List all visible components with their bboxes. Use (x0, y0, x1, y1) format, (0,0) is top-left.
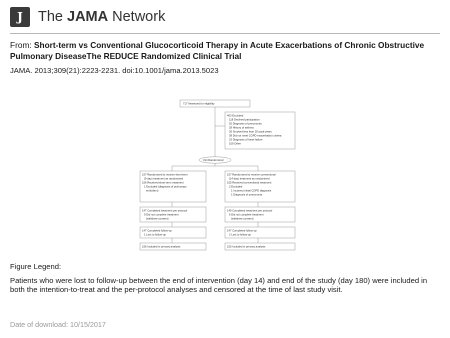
left-analysis-text: 156 Included in primary analysis (142, 245, 181, 249)
logo-prefix: The (38, 9, 68, 25)
connector-right-arm (215, 166, 258, 171)
allocation-line: (5-day) treatment as randomized (144, 177, 183, 181)
article-citation: JAMA. 2013;309(21):2223-2231. doi:10.1001/jama.2013.5023 (10, 66, 219, 75)
excluded-line: 118 Declined participation (229, 118, 260, 122)
allocation-line: (14-day) treatment as randomized (229, 177, 270, 181)
allocation-line: 1 Incorrect initial COPD diagnosis (231, 189, 272, 193)
right-analysis-text: 155 Included in primary analysis (227, 245, 266, 249)
excluded-line: 28 History of asthma (229, 126, 254, 130)
from-label: From: (10, 40, 34, 50)
logo-glyph: J (17, 10, 23, 24)
protocol-line: 147 Completed treatment per protocol (142, 209, 188, 213)
allocation-line: 1 Excluded (diagnosis of pulmonary (144, 185, 187, 189)
follow-up-line: 1 Lost to follow-up (144, 233, 166, 237)
excluded-line: 52 Diagnosis of pneumonia (229, 122, 262, 126)
download-label: Date of download: (10, 320, 68, 329)
randomized-text: 314 Randomized (203, 159, 224, 163)
connector-left-arm (172, 163, 215, 171)
protocol-line: 6 Did not complete treatment (229, 213, 264, 217)
follow-up-line: 147 Completed follow-up (227, 229, 257, 233)
download-value: 10/15/2017 (69, 320, 106, 329)
excluded-line: 23 Diagnosis of heart failure (229, 138, 263, 142)
title-text: Short-term vs Conventional Glucocorticoid Therapy in Acute Exacerbations of Chronic Obstructive Pulmonary DiseaseThe REDUCE Randomized Clinical Trial (10, 40, 425, 61)
figure-legend-title: Figure Legend: (10, 262, 62, 271)
allocation-line: 156 Received short-term treatment (142, 181, 184, 185)
protocol-line: 9 Did not complete treatment (144, 213, 179, 217)
logo-suffix: Network (108, 9, 166, 25)
protocol-line: 149 Completed treatment per protocol (227, 209, 273, 213)
allocation-line: 157 Randomized to receive conventional (227, 173, 276, 177)
excluded-line: 35 Smoked less than 20 pack-years (229, 130, 272, 134)
assessed-text: 717 Assessed for eligibility (183, 102, 215, 106)
allocation-line: 155 Received conventional treatment (227, 181, 272, 185)
excluded-line: 403 Excluded (227, 114, 244, 118)
allocation-line: embolism) (146, 189, 159, 193)
allocation-line: 2 Excluded (229, 185, 243, 189)
download-date (10, 320, 106, 329)
logo-bold: JAMA (67, 9, 109, 25)
follow-up-line: 147 Completed follow-up (142, 229, 172, 233)
figure-legend-text: Patients who were lost to follow-up between the end of intervention (day 14) and end of the study (day 180) were included in both the intention-to-treat and the per-protocol analyses and censored at the time of last study visit. (10, 276, 428, 295)
excluded-line: 109 Other (229, 142, 241, 146)
protocol-line: (withdrew consent) (146, 217, 169, 221)
follow-up-line: 2 Lost to follow-up (229, 233, 251, 237)
protocol-line: (withdrew consent) (231, 217, 254, 221)
allocation-line: 157 Randomized to receive short-term (142, 173, 188, 177)
excluded-line: 38 Did not meet COPD exacerbation criteria (229, 134, 282, 138)
allocation-line: 1 Diagnosis of pneumonia (231, 193, 263, 197)
